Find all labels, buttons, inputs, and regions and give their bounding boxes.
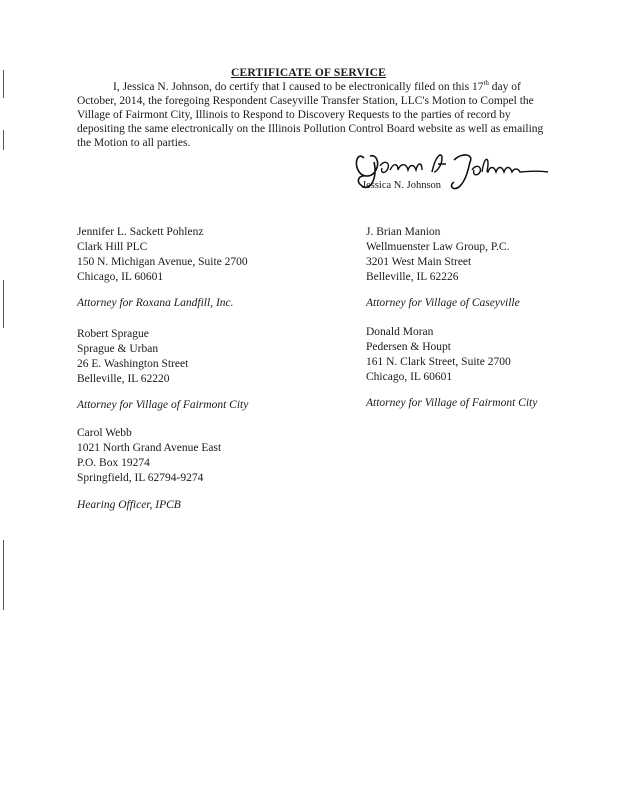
- party-street: 3201 West Main Street: [366, 256, 472, 268]
- scan-edge-mark: [3, 130, 4, 150]
- scan-edge-mark: [3, 280, 4, 328]
- day-superscript: th: [483, 79, 489, 88]
- party-street: 161 N. Clark Street, Suite 2700: [366, 356, 511, 368]
- party-firm: Wellmuenster Law Group, P.C.: [366, 241, 510, 253]
- party-role: Attorney for Village of Fairmont City: [366, 397, 538, 409]
- certificate-body: [77, 80, 552, 150]
- party-city: Springfield, IL 62794-9274: [77, 472, 204, 484]
- party-role: Attorney for Roxana Landfill, Inc.: [77, 297, 234, 309]
- service-party-manion: [366, 225, 509, 285]
- party-city: Belleville, IL 62226: [366, 271, 459, 283]
- party-city: Belleville, IL 62220: [77, 373, 170, 385]
- party-city: Chicago, IL 60601: [366, 371, 453, 383]
- party-city: Chicago, IL 60601: [77, 271, 164, 283]
- party-role: Attorney for Village of Caseyville: [366, 297, 520, 309]
- service-party-sackett: [77, 225, 248, 285]
- party-firm: Pedersen & Houpt: [366, 341, 451, 353]
- party-role: Hearing Officer, IPCB: [77, 499, 181, 511]
- service-party-webb: [77, 426, 221, 486]
- party-street: 1021 North Grand Avenue East: [77, 442, 222, 454]
- party-name: Carol Webb: [77, 427, 132, 439]
- document-title: CERTIFICATE OF SERVICE: [230, 67, 387, 79]
- party-name: J. Brian Manion: [366, 226, 441, 238]
- party-street: 26 E. Washington Street: [77, 358, 189, 370]
- party-name: Donald Moran: [366, 326, 434, 338]
- service-party-moran: [366, 325, 511, 385]
- party-role: Attorney for Village of Fairmont City: [77, 399, 249, 411]
- scan-edge-mark: [3, 540, 4, 610]
- body-text-part1: I, Jessica N. Johnson, do certify that I caused to be electronically filed on this 17: [113, 81, 484, 93]
- service-party-sprague: [77, 327, 188, 387]
- scan-edge-mark: [3, 70, 4, 98]
- party-name: Robert Sprague: [77, 328, 149, 340]
- party-firm: Sprague & Urban: [77, 343, 159, 355]
- party-street: 150 N. Michigan Avenue, Suite 2700: [77, 256, 248, 268]
- body-text-part2: day of October, 2014, the foregoing Respondent Caseyville Transfer Station, LLC's Motion to Compel the Village of Fairmont City, Illinois to Respond to Discovery Requests to the parties of record by depositing the same electronically on the Illinois Pollution Control Board website as well as emailing the Motion to all parties.: [77, 81, 544, 149]
- party-firm: Clark Hill PLC: [77, 241, 148, 253]
- party-name: Jennifer L. Sackett Pohlenz: [77, 226, 204, 238]
- signer-name: Jessica N. Johnson: [362, 180, 442, 191]
- party-po-box: P.O. Box 19274: [77, 457, 150, 469]
